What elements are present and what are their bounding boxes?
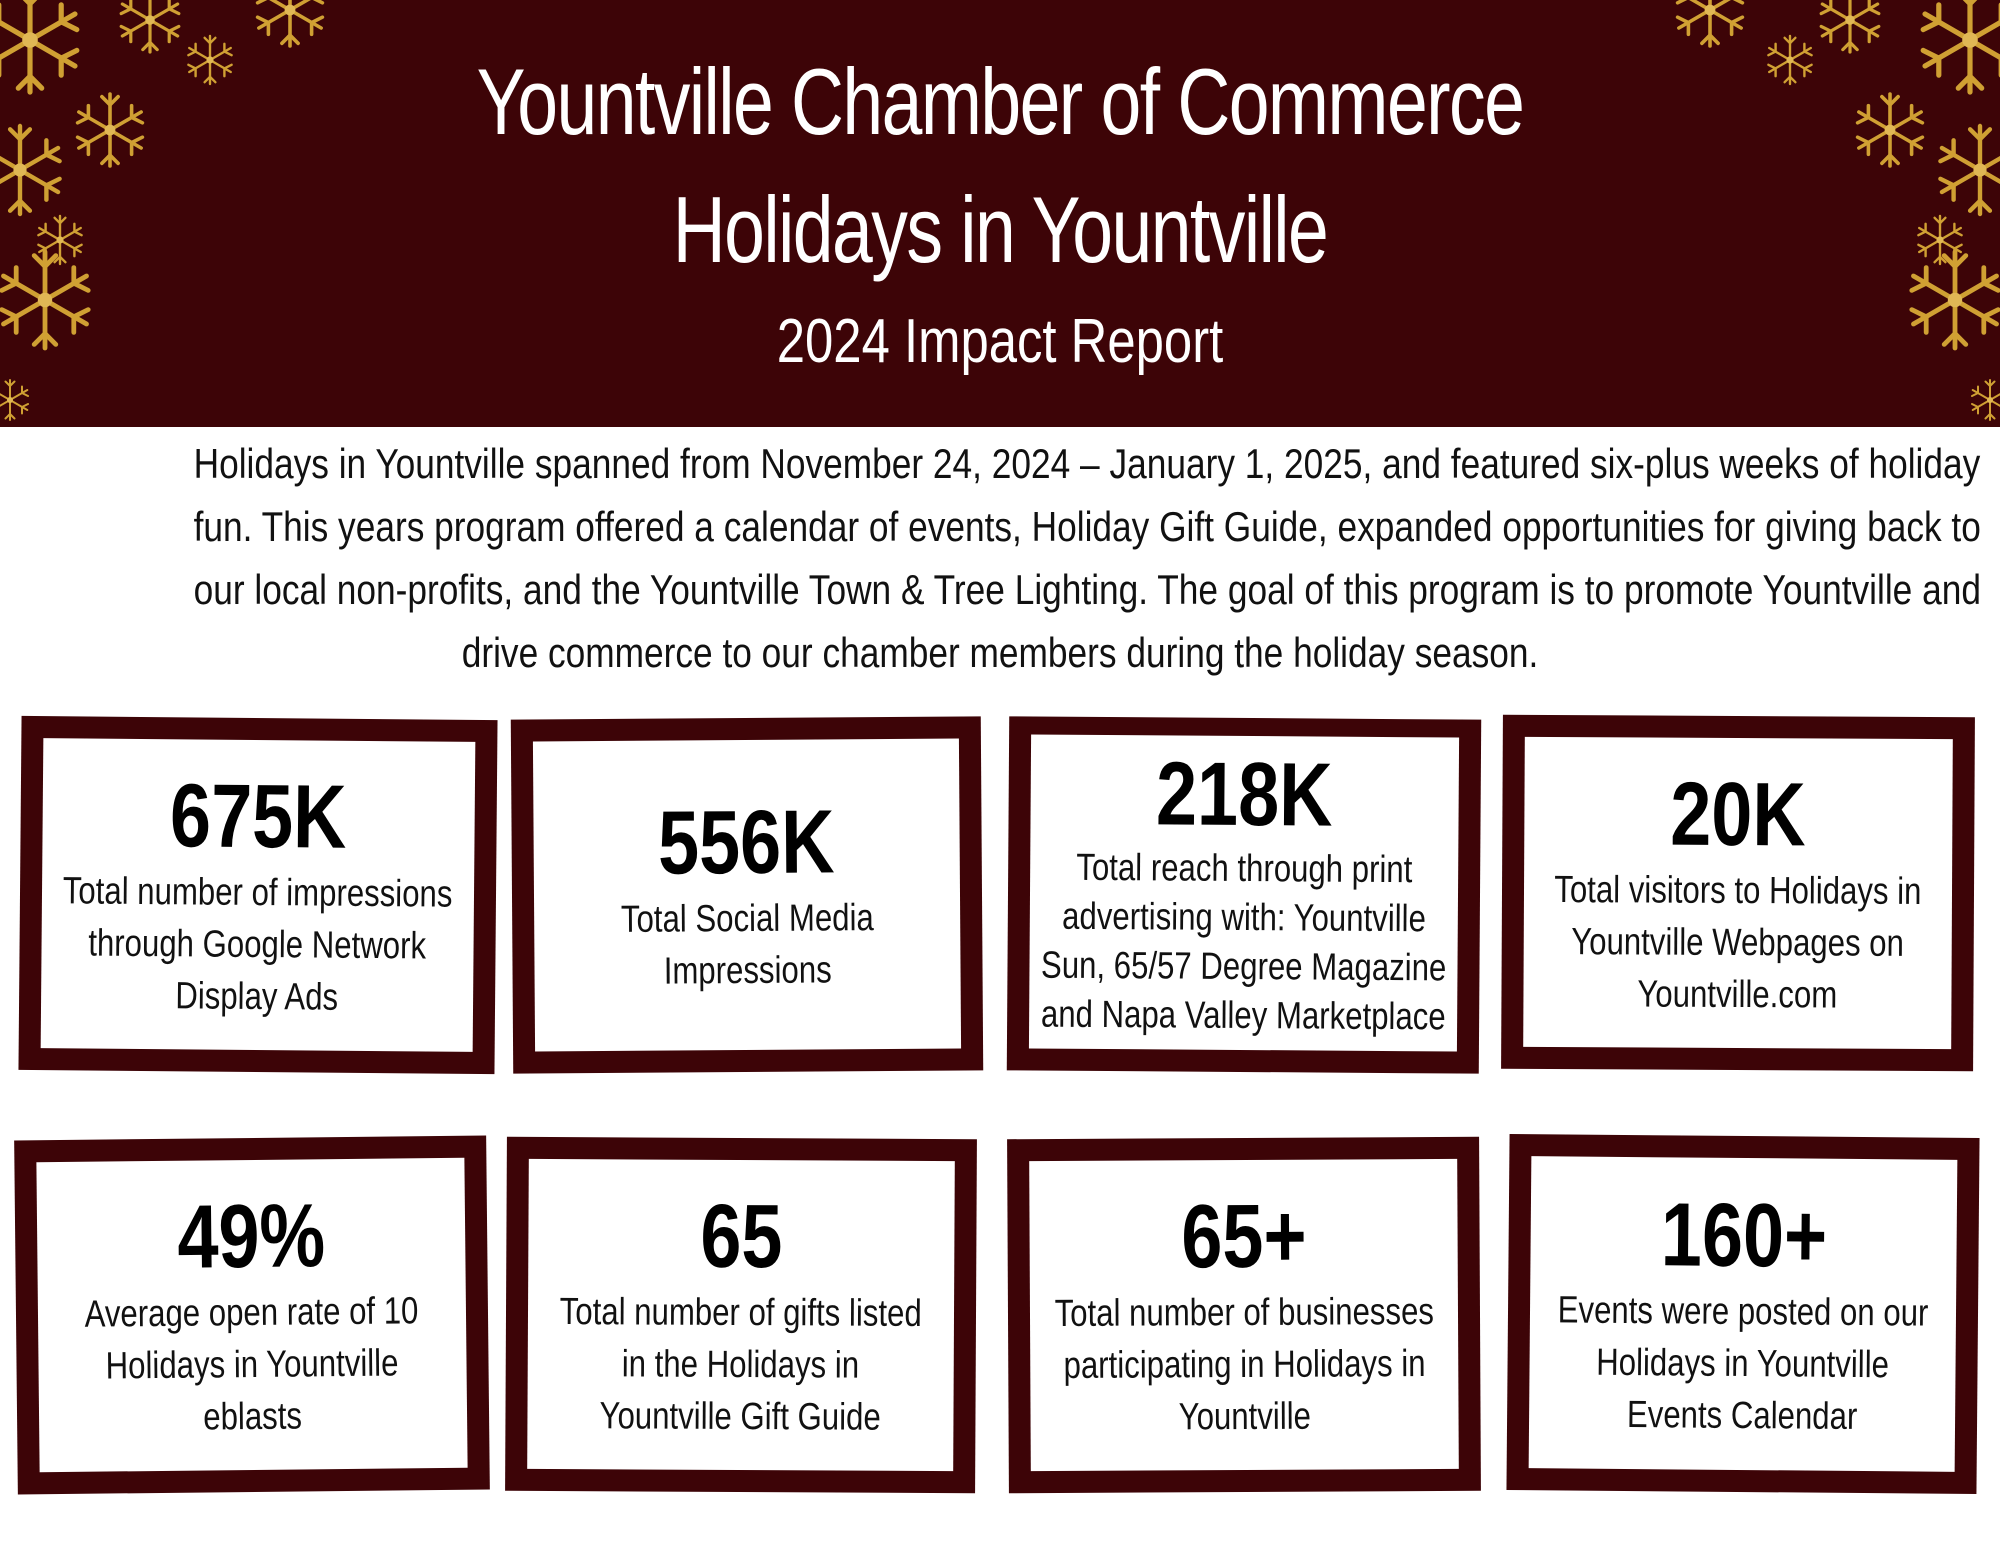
header-banner [0,0,2000,427]
report-subtitle: 2024 Impact Report [776,307,1224,376]
stat-value: 65+ [1180,1186,1307,1288]
stat-description: Events were posted on our Holidays in Yountville Events Calendar [1557,1289,1929,1439]
stat-description: Average open rate of 10 Holidays in Yountville eblasts [84,1290,420,1439]
stat-value: 160+ [1660,1185,1828,1287]
intro-line: our local non-profits, and the Yountville Town & Tree Lighting. The goal of this program is to promote Yountville and [193,566,1981,613]
stat-card-social [511,716,983,1073]
stat-description: Total number of impressions through Google Network Display Ads [63,870,454,1019]
title-line-2: Holidays in Yountville [672,177,1328,282]
stat-card-events [1506,1134,1979,1494]
stat-description: Total number of businesses participating in Holidays in Yountville [1054,1291,1434,1439]
stat-card-open-rate [14,1136,490,1495]
intro-line: drive commerce to our chamber members during the holiday season. [461,629,1539,676]
stat-description: Total Social Media Impressions [620,897,874,993]
intro-line: Holidays in Yountville spanned from November 24, 2024 – January 1, 2025, and featured six-plus weeks of holiday [193,440,1981,487]
stat-description: Total number of gifts listed in the Holidays in Yountville Gift Guide [559,1291,923,1439]
stat-value: 556K [658,792,836,894]
intro-line: fun. This years program offered a calendar of events, Holiday Gift Guide, expanded opportunities for giving back to [193,503,1981,550]
stat-value: 65 [700,1186,783,1288]
stat-card-gifts [505,1137,977,1493]
stat-value: 49% [176,1186,326,1288]
intro-paragraph [193,432,1981,684]
title-line-1: Yountville Chamber of Commerce [476,49,1524,154]
stat-value: 20K [1670,764,1807,866]
stat-card-web-visitors [1501,715,1975,1071]
stat-card-businesses [1007,1137,1481,1493]
stat-value: 675K [170,766,348,868]
stat-card-impressions [18,716,497,1074]
stat-description: Total reach through print advertising with: Yountville Sun, 65/57 Degree Magazine and Napa Valley Marketplace [1040,846,1447,1039]
stat-value: 218K [1156,744,1334,846]
stat-card-print-reach [1007,716,1481,1073]
stat-description: Total visitors to Holidays in Yountville Webpages on Yountville.com [1554,869,1922,1017]
